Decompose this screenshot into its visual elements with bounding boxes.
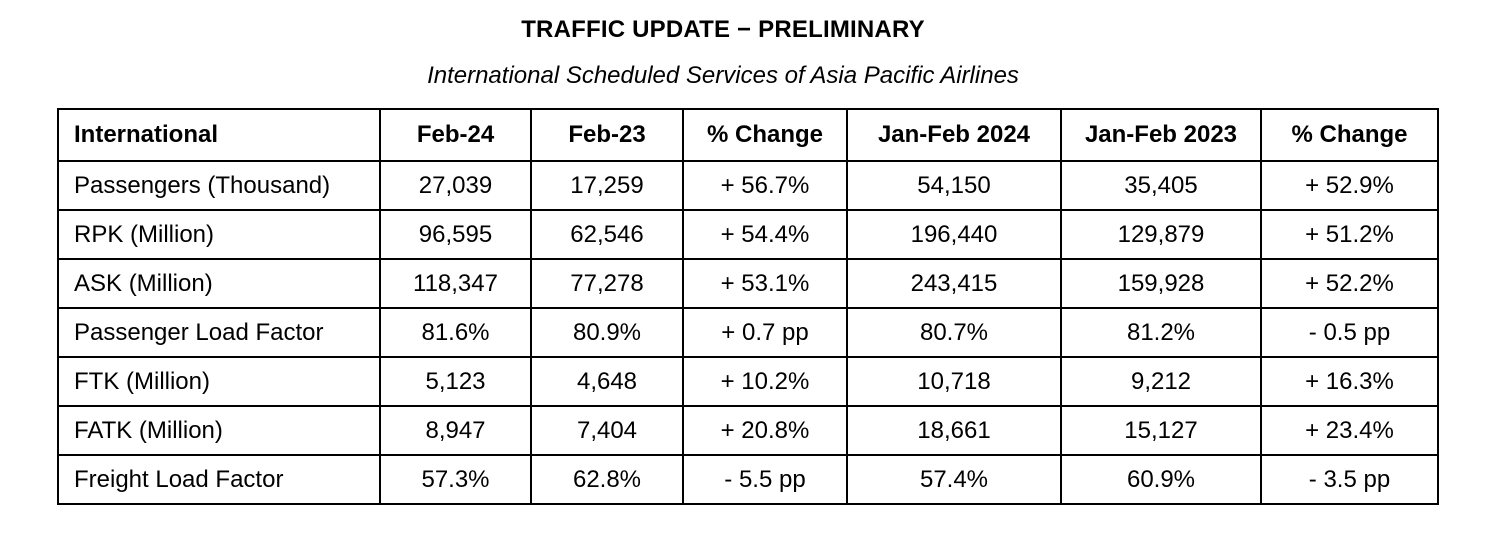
table-cell: + 52.9% — [1261, 161, 1438, 210]
table-cell: 5,123 — [380, 357, 531, 406]
table-cell: - 5.5 pp — [683, 455, 847, 504]
table-cell: + 10.2% — [683, 357, 847, 406]
table-cell: + 54.4% — [683, 210, 847, 259]
column-header: Jan-Feb 2023 — [1061, 109, 1261, 161]
table-cell: + 52.2% — [1261, 259, 1438, 308]
table-cell: 57.4% — [847, 455, 1061, 504]
table-cell: 35,405 — [1061, 161, 1261, 210]
table-cell: + 20.8% — [683, 406, 847, 455]
table-cell: 4,648 — [531, 357, 683, 406]
table-cell: 81.6% — [380, 308, 531, 357]
row-label: Passengers (Thousand) — [58, 161, 380, 210]
table-cell: 17,259 — [531, 161, 683, 210]
page-title: TRAFFIC UPDATE − PRELIMINARY — [521, 16, 925, 43]
table-cell: 159,928 — [1061, 259, 1261, 308]
table-cell: + 0.7 pp — [683, 308, 847, 357]
row-label: FATK (Million) — [58, 406, 380, 455]
page-subtitle: International Scheduled Services of Asia Pacific Airlines — [427, 62, 1019, 89]
table-cell: 15,127 — [1061, 406, 1261, 455]
column-header: International — [58, 109, 380, 161]
table-cell: 7,404 — [531, 406, 683, 455]
column-header: Feb-24 — [380, 109, 531, 161]
row-label: RPK (Million) — [58, 210, 380, 259]
table-cell: 243,415 — [847, 259, 1061, 308]
row-label: Freight Load Factor — [58, 455, 380, 504]
table-row — [58, 357, 1438, 406]
table-cell: 57.3% — [380, 455, 531, 504]
table-cell: 10,718 — [847, 357, 1061, 406]
table-cell: + 56.7% — [683, 161, 847, 210]
table-cell: - 0.5 pp — [1261, 308, 1438, 357]
table-cell: + 53.1% — [683, 259, 847, 308]
column-header: Feb-23 — [531, 109, 683, 161]
row-label: ASK (Million) — [58, 259, 380, 308]
table-cell: + 16.3% — [1261, 357, 1438, 406]
table-row — [58, 259, 1438, 308]
table-cell: 77,278 — [531, 259, 683, 308]
table-row — [58, 161, 1438, 210]
table-cell: 80.9% — [531, 308, 683, 357]
table-row — [58, 455, 1438, 504]
table-header-row — [58, 109, 1438, 161]
table-cell: 80.7% — [847, 308, 1061, 357]
table-cell: 81.2% — [1061, 308, 1261, 357]
table-cell: + 23.4% — [1261, 406, 1438, 455]
table-cell: 196,440 — [847, 210, 1061, 259]
column-header: Jan-Feb 2024 — [847, 109, 1061, 161]
row-label: Passenger Load Factor — [58, 308, 380, 357]
column-header: % Change — [683, 109, 847, 161]
table-cell: 54,150 — [847, 161, 1061, 210]
table-cell: 62.8% — [531, 455, 683, 504]
row-label: FTK (Million) — [58, 357, 380, 406]
table-row — [58, 210, 1438, 259]
table-row — [58, 406, 1438, 455]
column-header: % Change — [1261, 109, 1438, 161]
table-cell: 60.9% — [1061, 455, 1261, 504]
table-cell: 9,212 — [1061, 357, 1261, 406]
table-cell: + 51.2% — [1261, 210, 1438, 259]
table-cell: 8,947 — [380, 406, 531, 455]
table-cell: - 3.5 pp — [1261, 455, 1438, 504]
table-cell: 118,347 — [380, 259, 531, 308]
table-cell: 62,546 — [531, 210, 683, 259]
table-row — [58, 308, 1438, 357]
table-cell: 129,879 — [1061, 210, 1261, 259]
table-cell: 96,595 — [380, 210, 531, 259]
traffic-table — [57, 108, 1439, 505]
table-cell: 18,661 — [847, 406, 1061, 455]
table-cell: 27,039 — [380, 161, 531, 210]
